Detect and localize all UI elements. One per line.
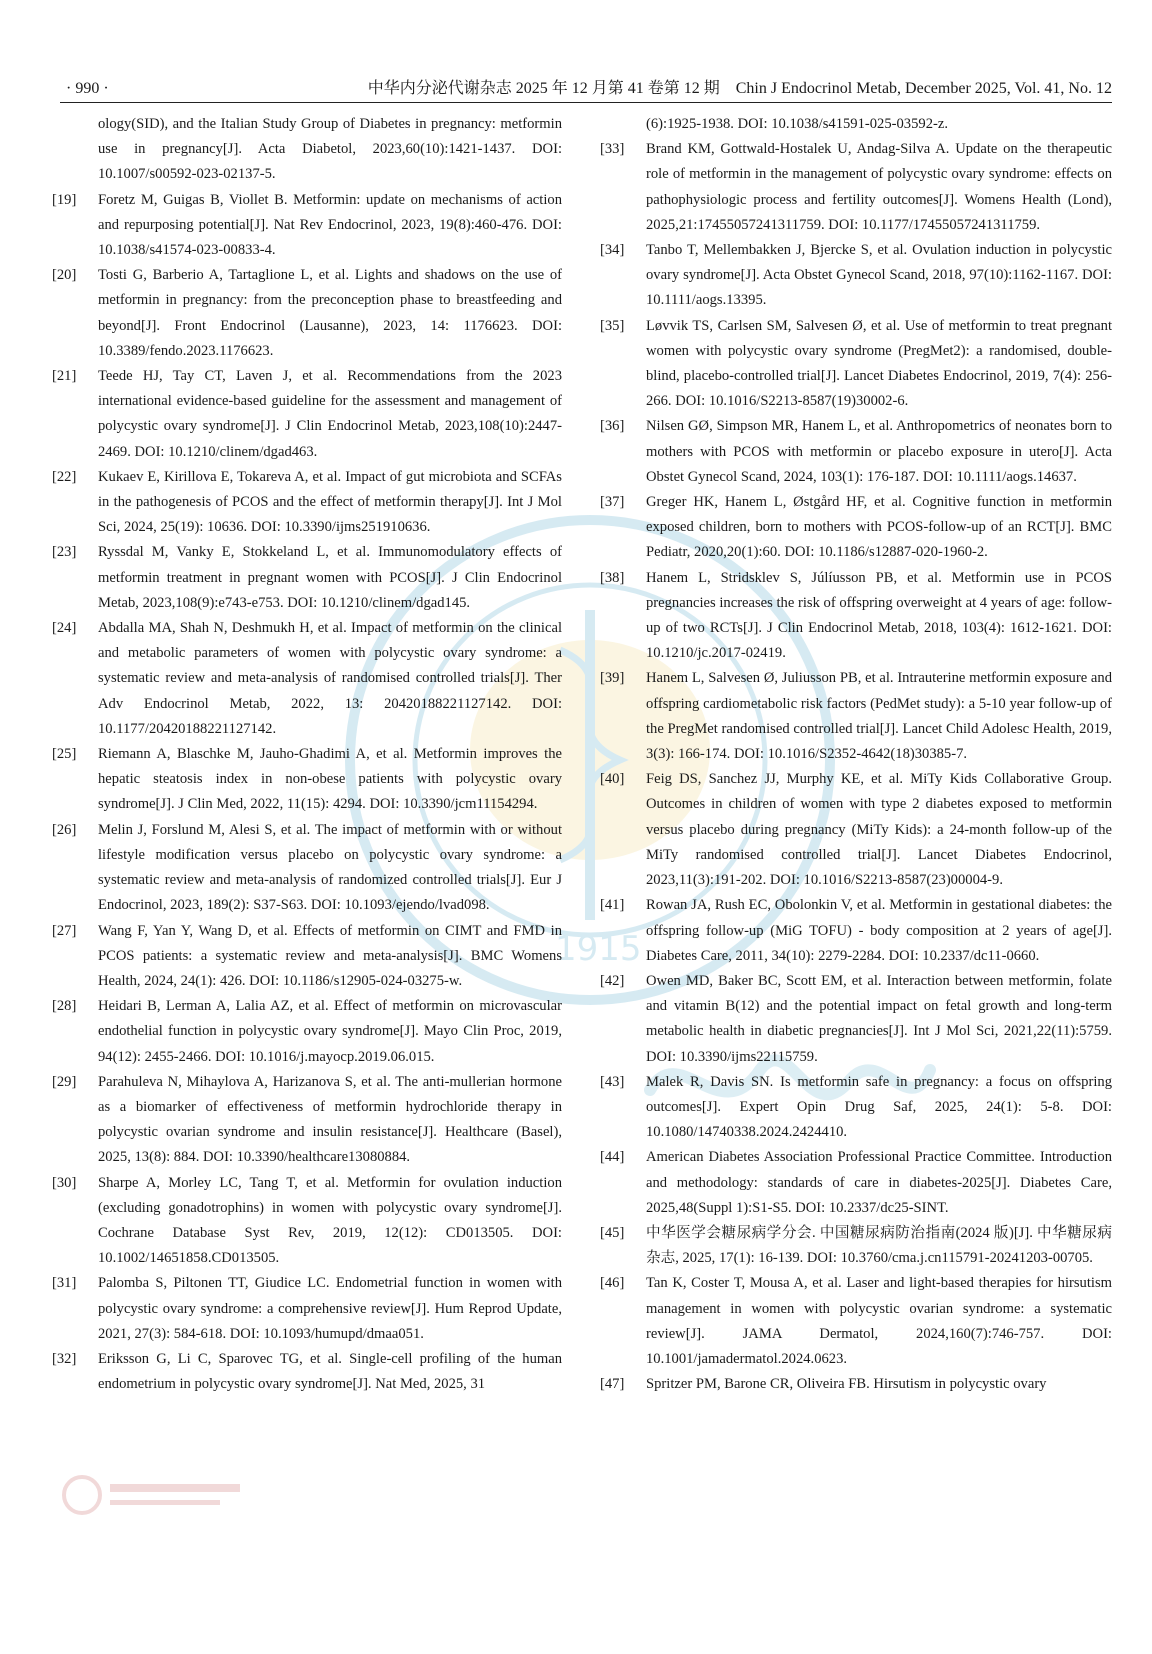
reference-text: Eriksson G, Li C, Sparovec TG, et al. Single-cell profiling of the human endometrium in polycystic ovary syndrome[J]. Nat Med, 2025, 31 — [98, 1350, 562, 1393]
reference-text: Nilsen GØ, Simpson MR, Hanem L, et al. Anthropometrics of neonates born to mothers with PCOS with metformin or placebo exposure in utero[J]. Acta Obstet Gynecol Scand, 2024, 103(1): 176-187. DOI: 10.1111/aogs.14637. — [646, 418, 1112, 485]
reference-text: Kukaev E, Kirillova E, Tokareva A, et al. Impact of gut microbiota and SCFAs in the pathogenesis of PCOS and the effect of metformin therapy[J]. Int J Mol Sci, 2024, 25(19): 10636. DOI: 10.3390/ijms251910636. — [98, 468, 562, 536]
reference-text: American Diabetes Association Professional Practice Committee. Introduction and methodology: standards of care in diabetes-2025[J]. Diabetes Care, 2025,48(Suppl 1):S1-S5. DOI: 10.2337/dc25-SINT. — [646, 1149, 1112, 1216]
page-number: · 990 · — [66, 80, 109, 97]
reference-number: [23] — [52, 544, 77, 561]
reference-list-left — [52, 188, 562, 1398]
reference-item — [52, 742, 562, 818]
publisher-logo-watermark — [60, 1470, 250, 1520]
reference-number: [22] — [52, 468, 77, 485]
reference-item — [52, 263, 562, 364]
reference-item — [600, 969, 1112, 1070]
reference-number: [33] — [600, 141, 625, 158]
left-column — [52, 112, 562, 1397]
reference-text: Sharpe A, Morley LC, Tang T, et al. Metformin for ovulation induction (excluding gonadotrophins) in women with polycystic ovary syndrome[J]. Cochrane Database Syst Rev, 2019, 12(12): CD013505. DOI: 10.1002/14651858.CD013505. — [98, 1174, 562, 1267]
reference-text: Tanbo T, Mellembakken J, Bjercke S, et al. Ovulation induction in polycystic ovary syndrome[J]. Acta Obstet Gynecol Scand, 2018, 97(10):1162-1167. DOI: 10.1111/aogs.13395. — [646, 242, 1112, 309]
reference-number: [41] — [600, 897, 625, 914]
reference-item — [52, 616, 562, 742]
reference-text: Parahuleva N, Mihaylova A, Harizanova S, et al. The anti-mullerian hormone as a biomarker of effectiveness of metformin hydrochloride therapy in polycystic ovarian syndrome and insulin resistance[J]. Healthcare (Basel), 2025, 13(8): 884. DOI: 10.3390/healthcare13080884. — [98, 1073, 562, 1166]
reference-item — [52, 1171, 562, 1272]
reference-item — [52, 919, 562, 995]
reference-number: [47] — [600, 1376, 625, 1393]
reference-text: Malek R, Davis SN. Is metformin safe in pregnancy: a focus on offspring outcomes[J]. Expert Opin Drug Saf, 2025, 24(1): 5-8. DOI: 10.1080/14740338.2024.2424410. — [646, 1073, 1112, 1141]
reference-item — [600, 1145, 1112, 1221]
reference-number: [26] — [52, 821, 77, 838]
reference-number: [31] — [52, 1275, 77, 1292]
reference-number: [24] — [52, 620, 77, 637]
ref-continuation: ology(SID), and the Italian Study Group of Diabetes in pregnancy: metformin use in pregnancy[J]. Acta Diabetol, 2023,60(10):1421-1437. DOI: 10.1007/s00592-023-02137-5. — [98, 116, 562, 183]
reference-text: Melin J, Forslund M, Alesi S, et al. The impact of metformin with or without lifestyle modification versus placebo on polycystic ovary syndrome: a systematic review and meta-analysis of randomized controlled trials[J]. Eur J Endocrinol, 2023, 189(2): S37-S63. DOI: 10.1093/ejendo/lvad098. — [98, 821, 562, 914]
reference-number: [46] — [600, 1275, 625, 1292]
reference-number: [39] — [600, 670, 625, 687]
right-column — [600, 112, 1112, 1397]
reference-text: Brand KM, Gottwald-Hostalek U, Andag-Silva A. Update on the therapeutic role of metformin in the management of polycystic ovary syndrome: effects on pathophysiologic process and fertility outcomes[J]. Womens Health (Lond), 2025,21:17455057241311759. DOI: 10.1177/17455057241311759. — [646, 141, 1112, 233]
reference-item — [600, 1372, 1112, 1397]
reference-number: [40] — [600, 771, 625, 788]
reference-number: [44] — [600, 1149, 625, 1166]
reference-text: Tosti G, Barberio A, Tartaglione L, et al. Lights and shadows on the use of metformin in pregnancy: from the preconception phase to breastfeeding and beyond[J]. Front Endocrinol (Lausanne), 2023, 14: 1176623. DOI: 10.3389/fendo.2023.1176623. — [98, 267, 562, 359]
reference-text: Rowan JA, Rush EC, Obolonkin V, et al. Metformin in gestational diabetes: the offspring follow-up (MiG TOFU) - body composition at 2 years of age[J]. Diabetes Care, 2011, 34(10): 2279-2284. DOI: 10.2337/dc11-0660. — [646, 897, 1112, 964]
reference-text: Riemann A, Blaschke M, Jauho-Ghadimi A, et al. Metformin improves the hepatic steatosis index in non-obese patients with polycystic ovary syndrome[J]. J Clin Med, 2022, 11(15): 4294. DOI: 10.3390/jcm11154294. — [98, 746, 562, 813]
journal-running-head: 中华内分泌代谢杂志 2025 年 12 月第 41 卷第 12 期 Chin J Endocrinol Metab, December 2025, Vol. 41, No. 12 — [367, 80, 1112, 97]
reference-text: Palomba S, Piltonen TT, Giudice LC. Endometrial function in women with polycystic ovary syndrome: a comprehensive review[J]. Hum Reprod Update, 2021, 27(3): 584-618. DOI: 10.1093/humupd/dmaa051. — [98, 1275, 562, 1342]
reference-text: 中华医学会糖尿病学分会. 中国糖尿病防治指南(2024 版)[J]. 中华糖尿病杂志, 2025, 17(1): 16-139. DOI: 10.3760/cma.j.cn115791-20241203-00705. — [646, 1224, 1112, 1267]
reference-item — [600, 1271, 1112, 1372]
reference-item — [600, 238, 1112, 314]
reference-number: [37] — [600, 494, 625, 511]
reference-item — [600, 414, 1112, 490]
reference-number: [34] — [600, 242, 625, 259]
reference-item — [52, 465, 562, 541]
reference-number: [32] — [52, 1350, 77, 1367]
reference-text: Tan K, Coster T, Mousa A, et al. Laser and light-based therapies for hirsutism management in women with polycystic ovarian syndrome: a systematic review[J]. JAMA Dermatol, 2024,160(7):746-757. DOI: 10.1001/jamadermatol.2024.0623. — [646, 1275, 1112, 1367]
reference-item — [52, 1070, 562, 1171]
reference-number: [28] — [52, 998, 77, 1015]
reference-item — [600, 666, 1112, 767]
reference-text: Abdalla MA, Shah N, Deshmukh H, et al. Impact of metformin on the clinical and metabolic parameters of women with polycystic ovary syndrome: a systematic review and meta-analysis of randomised controlled trials[J]. Ther Adv Endocrinol Metab, 2022, 13: 20420188221127142. DOI: 10.1177/20420188221127142. — [98, 620, 562, 737]
reference-item — [52, 1347, 562, 1397]
reference-item — [52, 364, 562, 465]
reference-text: Heidari B, Lerman A, Lalia AZ, et al. Effect of metformin on microvascular endothelial function in polycystic ovary syndrome[J]. Mayo Clin Proc, 2019, 94(12): 2455-2466. DOI: 10.1016/j.mayocp.2019.06.015. — [98, 998, 562, 1065]
ref-continuation: (6):1925-1938. DOI: 10.1038/s41591-025-03592-z. — [646, 116, 948, 132]
reference-number: [42] — [600, 972, 625, 989]
reference-item — [600, 137, 1112, 238]
reference-item — [600, 1070, 1112, 1146]
reference-text: Teede HJ, Tay CT, Laven J, et al. Recommendations from the 2023 international evidence-based guideline for the assessment and management of polycystic ovary syndrome[J]. J Clin Endocrinol Metab, 2023,108(10):2447-2469. DOI: 10.1210/clinem/dgad463. — [98, 368, 562, 460]
reference-number: [27] — [52, 922, 77, 939]
reference-text: Ryssdal M, Vanky E, Stokkeland L, et al. Immunomodulatory effects of metformin treatment in pregnant women with PCOS[J]. J Clin Endocrinol Metab, 2023,108(9):e743-e753. DOI: 10.1210/clinem/dgad145. — [98, 544, 562, 611]
page-header — [60, 76, 1112, 103]
reference-item — [600, 767, 1112, 893]
reference-item — [52, 188, 562, 264]
reference-item — [52, 1271, 562, 1347]
reference-item — [600, 566, 1112, 667]
reference-text: Feig DS, Sanchez JJ, Murphy KE, et al. MiTy Kids Collaborative Group. Outcomes in children of women with type 2 diabetes exposed to metformin versus placebo during pregnancy (MiTy Kids): a 24-month follow-up of the MiTy randomised controlled trial[J]. Lancet Diabetes Endocrinol, 2023,11(3):191-202. DOI: 10.1016/S2213-8587(23)00004-9. — [646, 771, 1112, 889]
reference-text: Løvvik TS, Carlsen SM, Salvesen Ø, et al. Use of metformin to treat pregnant women with polycystic ovary syndrome (PregMet2): a randomised, double-blind, placebo-controlled trial[J]. Lancet Diabetes Endocrinol, 2019, 7(4): 256-266. DOI: 10.1016/S2213-8587(19)30002-6. — [646, 317, 1112, 410]
reference-number: [43] — [600, 1073, 625, 1090]
reference-item — [600, 314, 1112, 415]
reference-number: [21] — [52, 368, 77, 385]
reference-item — [600, 1221, 1112, 1271]
reference-text: Spritzer PM, Barone CR, Oliveira FB. Hirsutism in polycystic ovary — [646, 1376, 1047, 1393]
reference-text: Greger HK, Hanem L, Østgård HF, et al. Cognitive function in metformin exposed children, born to mothers with PCOS-follow-up of an RCT[J]. BMC Pediatr, 2020,20(1):60. DOI: 10.1186/s12887-020-1960-2. — [646, 494, 1112, 561]
reference-number: [29] — [52, 1073, 77, 1090]
reference-number: [45] — [600, 1224, 625, 1241]
reference-number: [20] — [52, 267, 77, 284]
reference-text: Owen MD, Baker BC, Scott EM, et al. Interaction between metformin, folate and vitamin B(12) and the potential impact on fetal growth and long-term metabolic health in diabetic pregnancies[J]. Int J Mol Sci, 2021,22(11):5759. DOI: 10.3390/ijms22115759. — [646, 972, 1112, 1065]
reference-number: [38] — [600, 569, 625, 586]
reference-number: [36] — [600, 418, 625, 435]
reference-number: [35] — [600, 317, 625, 334]
reference-item — [600, 893, 1112, 969]
reference-item — [52, 994, 562, 1070]
seal-year: 1915 — [555, 929, 642, 969]
reference-number: [30] — [52, 1174, 77, 1191]
reference-item — [52, 540, 562, 616]
reference-text: Hanem L, Stridsklev S, Júlíusson PB, et al. Metformin use in PCOS pregnancies increases the risk of offspring overweight at 4 years of age: follow-up of two RCTs[J]. J Clin Endocrinol Metab, 2018, 103(4): 1612-1621. DOI: 10.1210/jc.2017-02419. — [646, 569, 1112, 662]
reference-text: Wang F, Yan Y, Wang D, et al. Effects of metformin on CIMT and FMD in PCOS patients: a systematic review and meta-analysis[J]. BMC Womens Health, 2024, 24(1): 426. DOI: 10.1186/s12905-024-03275-w. — [98, 922, 562, 989]
reference-number: [19] — [52, 191, 77, 208]
reference-item — [52, 818, 562, 919]
reference-number: [25] — [52, 746, 77, 763]
reference-text: Hanem L, Salvesen Ø, Juliusson PB, et al. Intrauterine metformin exposure and offspring cardiometabolic risk factors (PedMet study): a 5-10 year follow-up of the PregMet randomised controlled trial[J]. Lancet Child Adolesc Health, 2019, 3(3): 166-174. DOI: 10.1016/S2352-4642(18)30385-7. — [646, 670, 1112, 763]
reference-list-right — [600, 137, 1112, 1397]
reference-text: Foretz M, Guigas B, Viollet B. Metformin: update on mechanisms of action and repurposing potential[J]. Nat Rev Endocrinol, 2023, 19(8):460-476. DOI: 10.1038/s41574-023-00833-4. — [98, 191, 562, 259]
reference-item — [600, 490, 1112, 566]
